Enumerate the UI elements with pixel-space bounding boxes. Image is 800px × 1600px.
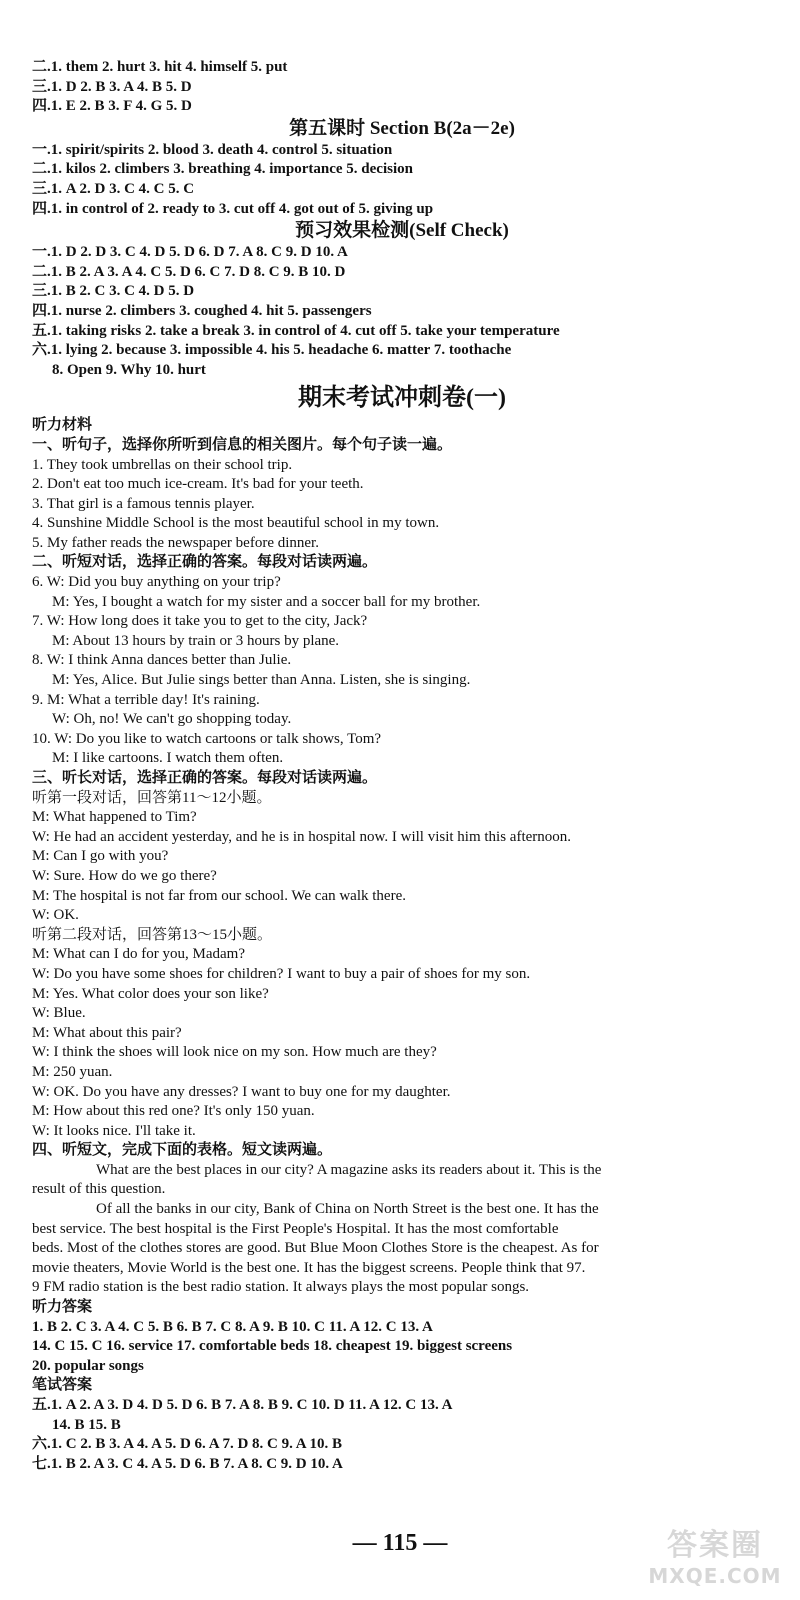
text-line: 5. My father reads the newspaper before dinner. <box>32 534 319 551</box>
text-line: 五.1. taking risks 2. take a break 3. in control of 4. cut off 5. take your temperature <box>32 322 560 339</box>
text-line: 9. M: What a terrible day! It's raining. <box>32 691 260 708</box>
text-line: 笔试答案 <box>32 1377 93 1394</box>
watermark-text-top: 答案圈 <box>667 1528 763 1563</box>
text-line: beds. Most of the clothes stores are good. But Blue Moon Clothes Store is the cheapest. As for <box>32 1240 599 1257</box>
answer-document <box>32 58 772 1474</box>
text-line: 二.1. B 2. A 3. A 4. C 5. D 6. C 7. D 8. C 9. B 10. D <box>32 263 346 280</box>
text-line: What are the best places in our city? A magazine asks its readers about it. This is the <box>96 1161 602 1178</box>
text-line: 六.1. C 2. B 3. A 4. A 5. D 6. A 7. D 8. C 9. A 10. B <box>32 1436 343 1453</box>
text-line: M: What can I do for you, Madam? <box>32 946 245 963</box>
text-line: 四、听短文，完成下面的表格。短文读两遍。 <box>32 1142 333 1159</box>
text-line: M: The hospital is not far from our school. We can walk there. <box>32 887 406 904</box>
text-line: Of all the banks in our city, Bank of China on North Street is the best one. It has the <box>96 1201 599 1218</box>
text-line: M: Yes, Alice. But Julie sings better than Anna. Listen, she is singing. <box>52 672 471 689</box>
text-line: 8. W: I think Anna dances better than Julie. <box>32 652 292 669</box>
text-line: 听力答案 <box>32 1299 93 1316</box>
text-line: M: How about this red one? It's only 150 yuan. <box>32 1103 315 1120</box>
text-line: 三.1. B 2. C 3. C 4. D 5. D <box>32 283 195 300</box>
text-line: M: 250 yuan. <box>32 1063 113 1080</box>
text-line: 一.1. D 2. D 3. C 4. D 5. D 6. D 7. A 8. C 9. D 10. A <box>32 244 348 261</box>
text-line: 8. Open 9. Why 10. hurt <box>52 361 206 378</box>
text-line: 一、听句子，选择你所听到信息的相关图片。每个句子读一遍。 <box>32 436 453 453</box>
text-line: 20. popular songs <box>32 1357 144 1374</box>
text-line: 六.1. lying 2. because 3. impossible 4. his 5. headache 6. matter 7. toothache <box>32 342 512 359</box>
text-line: 三、听长对话，选择正确的答案。每段对话读两遍。 <box>32 770 378 786</box>
text-line: 6. W: Did you buy anything on your trip? <box>32 574 281 591</box>
text-line: 听力材料 <box>32 417 93 434</box>
text-line: W: OK. Do you have any dresses? I want to buy one for my daughter. <box>32 1083 451 1100</box>
text-line: W: Sure. How do we go there? <box>32 867 217 884</box>
text-line: 14. C 15. C 16. service 17. comfortable beds 18. cheapest 19. biggest screens <box>32 1338 513 1355</box>
text-line: 4. Sunshine Middle School is the most beautiful school in my town. <box>32 515 440 532</box>
text-line: 7. W: How long does it take you to get to the city, Jack? <box>32 613 368 630</box>
text-line: 听第一段对话，回答第11～12小题。 <box>32 789 272 806</box>
text-line: movie theaters, Movie World is the best one. It has the biggest screens. People think that 97. <box>32 1259 586 1276</box>
text-line: W: I think the shoes will look nice on my son. How much are they? <box>32 1044 437 1061</box>
text-line: M: What happened to Tim? <box>32 809 197 826</box>
watermark-logo <box>640 1520 790 1590</box>
text-line: 四.1. nurse 2. climbers 3. coughed 4. hit 5. passengers <box>32 302 372 319</box>
text-line: 1. B 2. C 3. A 4. C 5. B 6. B 7. C 8. A 9. B 10. C 11. A 12. C 13. A <box>32 1318 433 1335</box>
section-heading: 期末考试冲刺卷(一) <box>298 385 506 412</box>
text-line: 七.1. B 2. A 3. C 4. A 5. D 6. B 7. A 8. C 9. D 10. A <box>32 1455 343 1472</box>
text-line: W: Do you have some shoes for children? I want to buy a pair of shoes for my son. <box>32 965 531 982</box>
text-line: M: About 13 hours by train or 3 hours by plane. <box>52 632 340 649</box>
text-line: 14. B 15. B <box>52 1416 121 1433</box>
text-line: W: Blue. <box>32 1005 86 1022</box>
text-line: 五.1. A 2. A 3. D 4. D 5. D 6. B 7. A 8. B 9. C 10. D 11. A 12. C 13. A <box>32 1397 453 1413</box>
text-line: result of this question. <box>32 1181 166 1198</box>
text-line: 1. They took umbrellas on their school trip. <box>32 456 293 473</box>
text-line: 9 FM radio station is the best radio station. It always plays the most popular songs. <box>32 1279 530 1296</box>
text-line: 一.1. spirit/spirits 2. blood 3. death 4. control 5. situation <box>32 141 393 158</box>
text-line: best service. The best hospital is the First People's Hospital. It has the most comfortable <box>32 1220 559 1237</box>
section-heading: 第五课时 Section B(2a－2e) <box>289 117 515 139</box>
text-line: 二.1. kilos 2. climbers 3. breathing 4. importance 5. decision <box>32 161 413 178</box>
text-line: W: OK. <box>32 907 79 924</box>
text-line: M: What about this pair? <box>32 1024 182 1041</box>
text-line: M: I like cartoons. I watch them often. <box>52 750 284 767</box>
text-line: 三.1. A 2. D 3. C 4. C 5. C <box>32 180 195 197</box>
text-line: W: He had an accident yesterday, and he is in hospital now. I will visit him this afternoon. <box>32 828 572 845</box>
section-heading: 预习效果检测(Self Check) <box>295 220 509 242</box>
text-line: 四.1. in control of 2. ready to 3. cut off 4. got out of 5. giving up <box>32 200 434 217</box>
text-line: M: Can I go with you? <box>32 848 169 865</box>
text-line: W: Oh, no! We can't go shopping today. <box>52 711 292 728</box>
text-line: 10. W: Do you like to watch cartoons or talk shows, Tom? <box>32 730 382 747</box>
text-line: W: It looks nice. I'll take it. <box>32 1122 196 1139</box>
text-line: 听第二段对话，回答第13～15小题。 <box>32 926 273 943</box>
text-line: 3. That girl is a famous tennis player. <box>32 495 255 512</box>
text-line: 2. Don't eat too much ice-cream. It's bad for your teeth. <box>32 476 364 493</box>
text-line: 二.1. them 2. hurt 3. hit 4. himself 5. put <box>32 59 288 75</box>
watermark-text-bottom: MXQE.COM <box>648 1564 782 1588</box>
text-line: 二、听短对话，选择正确的答案。每段对话读两遍。 <box>32 554 378 571</box>
text-line: 四.1. E 2. B 3. F 4. G 5. D <box>32 98 192 115</box>
text-line: M: Yes. What color does your son like? <box>32 985 269 1002</box>
text-line: M: Yes, I bought a watch for my sister and a soccer ball for my brother. <box>52 593 481 610</box>
page-number: — 115 — <box>352 1530 448 1556</box>
text-line: 三.1. D 2. B 3. A 4. B 5. D <box>32 78 192 95</box>
